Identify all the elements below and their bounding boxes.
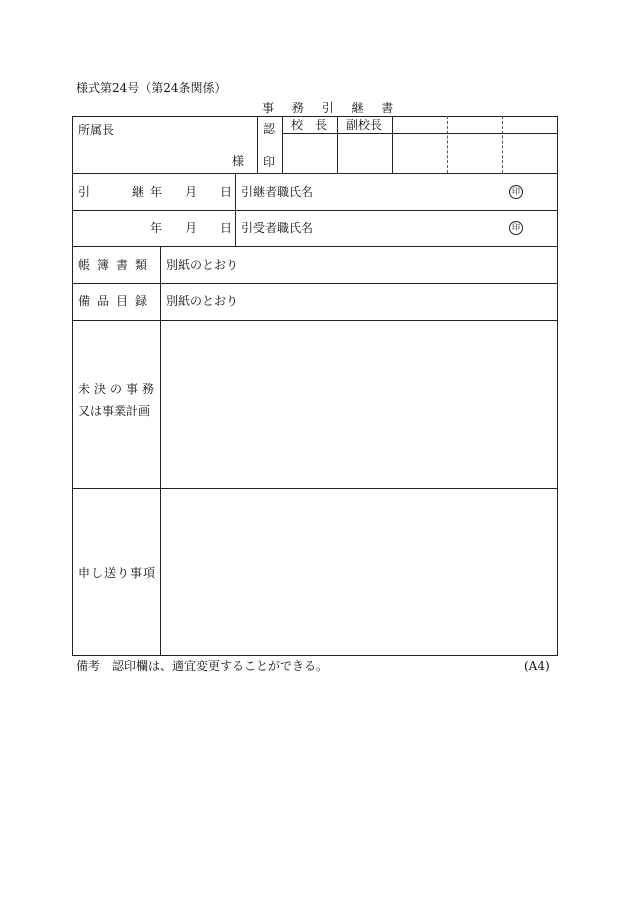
nin-label: 認	[263, 122, 276, 136]
equipment-label: 備品目録	[78, 294, 155, 308]
pending-affairs-label-2: 又は事業計画	[78, 404, 151, 418]
pending-affairs-label: 未決の事務	[78, 382, 159, 396]
vice-principal-column-header: 副校長	[346, 118, 383, 132]
form-number: 様式第24号（第24条関係）	[76, 81, 227, 95]
receive-month-unit: 月	[185, 221, 198, 235]
handover-notes-label: 申し送り事項	[78, 566, 157, 580]
principal-stamp-box[interactable]	[283, 134, 337, 173]
transfer-month-unit: 月	[185, 185, 198, 199]
to-name-label: 引受者職氏名	[241, 221, 314, 235]
ledgers-label: 帳簿書類	[78, 258, 155, 272]
remarks-note: 備考 認印欄は、適宜変更することができる。	[76, 659, 329, 673]
transfer-label: 引 継	[78, 185, 151, 199]
equipment-value: 別紙のとおり	[166, 294, 239, 308]
paper-size: (A4)	[524, 659, 550, 673]
pending-affairs-field[interactable]	[161, 321, 557, 488]
from-name-label: 引継者職氏名	[241, 185, 314, 199]
document-title: 事 務 引 継 書	[262, 101, 401, 115]
principal-label: 所属長	[78, 123, 115, 137]
vice-principal-stamp-box[interactable]	[338, 134, 392, 173]
in-label: 印	[263, 155, 276, 169]
receive-year-unit: 年	[150, 221, 163, 235]
transfer-year-unit: 年	[150, 185, 163, 199]
honorific: 様	[232, 154, 245, 168]
receive-day-unit: 日	[220, 221, 233, 235]
transfer-day-unit: 日	[220, 185, 233, 199]
handover-notes-field[interactable]	[161, 489, 557, 655]
to-seal-mark: 印	[509, 221, 523, 235]
from-seal-mark: 印	[509, 185, 523, 199]
ledgers-value: 別紙のとおり	[166, 258, 239, 272]
principal-column-header: 校 長	[291, 118, 328, 132]
